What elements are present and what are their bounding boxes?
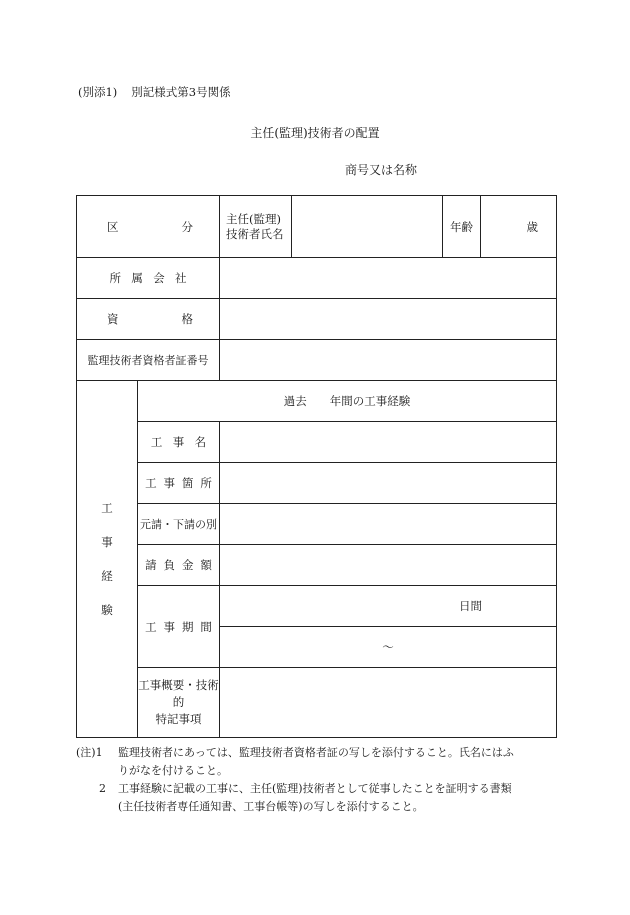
tilde-separator: ～ <box>382 640 394 654</box>
document-title: 主任(監理)技術者の配置 <box>250 126 380 140</box>
row-contract-type <box>77 504 557 545</box>
annex-form-label: 別記様式第3号関係 <box>131 85 231 99</box>
affiliation-label: 所属会社 <box>77 258 220 299</box>
age-label: 年齢 <box>443 196 481 258</box>
qualification-left: 資 <box>107 312 119 326</box>
note-2-line2: (主任技術者専任通知書、工事台帳等)の写しを添付すること。 <box>118 800 424 813</box>
engineer-name-field[interactable] <box>292 196 443 258</box>
row-division <box>77 196 557 258</box>
row-contract-amount <box>77 545 557 586</box>
note-1-line1: 監理技術者にあっては、監理技術者資格者証の写しを添付すること。氏名にはふ <box>118 746 514 759</box>
qualification-cell <box>77 299 220 340</box>
contract-amount-label: 請負金額 <box>138 545 220 586</box>
division-cell <box>77 196 220 258</box>
row-affiliation <box>77 258 557 299</box>
annex-label: (別添1) <box>78 85 118 99</box>
note-1 <box>76 744 566 762</box>
engineer-name-label-line2: 技術者氏名 <box>226 226 284 241</box>
row-work-period-1 <box>77 586 557 627</box>
contract-type-label: 元請・下請の別 <box>138 504 220 545</box>
company-name-label: 商号又は名称 <box>345 163 418 177</box>
note-2-lead: 2 <box>99 782 106 795</box>
note-2 <box>76 780 566 798</box>
summary-field[interactable] <box>220 668 557 738</box>
experience-vertical-cell <box>77 381 138 738</box>
engineer-form-table <box>76 195 557 738</box>
work-location-label: 工事箇所 <box>138 463 220 504</box>
summary-label-line1: 工事概要・技術的 <box>138 678 219 709</box>
age-field[interactable] <box>481 196 557 258</box>
contract-amount-field[interactable] <box>220 545 557 586</box>
days-label: 日間 <box>459 599 482 613</box>
work-name-label: 工事名 <box>138 422 220 463</box>
experience-char-3: 経 <box>101 569 113 583</box>
row-summary <box>77 668 557 738</box>
note-1-lead: (注)1 <box>76 746 103 759</box>
row-cert-number <box>77 340 557 381</box>
contract-type-field[interactable] <box>220 504 557 545</box>
experience-header: 過去 年間の工事経験 <box>138 381 557 422</box>
row-qualification <box>77 299 557 340</box>
note-1-line2: りがなを付けること。 <box>118 764 228 777</box>
division-right: 分 <box>181 219 193 234</box>
engineer-name-label-cell <box>220 196 292 258</box>
experience-char-4: 験 <box>101 603 113 617</box>
experience-char-2: 事 <box>101 535 113 549</box>
annex-header <box>78 84 231 100</box>
engineer-name-label-line1: 主任(監理) <box>226 211 281 226</box>
experience-char-1: 工 <box>101 501 113 515</box>
row-work-location <box>77 463 557 504</box>
qualification-right: 格 <box>181 312 193 326</box>
cert-number-label: 監理技術者資格者証番号 <box>77 340 220 381</box>
work-name-field[interactable] <box>220 422 557 463</box>
work-location-field[interactable] <box>220 463 557 504</box>
notes <box>76 744 566 816</box>
affiliation-field[interactable] <box>220 258 557 299</box>
cert-number-field[interactable] <box>220 340 557 381</box>
work-period-days-field[interactable] <box>220 586 557 627</box>
summary-label-line2: 特記事項 <box>155 712 202 726</box>
qualification-field[interactable] <box>220 299 557 340</box>
work-period-range-field[interactable] <box>220 627 557 668</box>
division-left: 区 <box>107 219 119 234</box>
summary-label-cell <box>138 668 220 738</box>
work-period-label: 工事期間 <box>138 586 220 668</box>
note-2-line1: 工事経験に記載の工事に、主任(監理)技術者として従事したことを証明する書類 <box>118 782 512 795</box>
row-experience-header <box>77 381 557 422</box>
row-work-name <box>77 422 557 463</box>
age-unit: 歳 <box>526 219 538 234</box>
